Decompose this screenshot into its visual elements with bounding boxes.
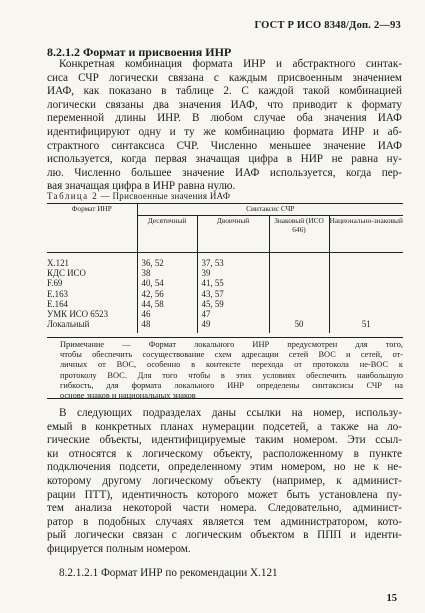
cell-sign [269, 299, 329, 309]
paragraph-line: переменной длины ИНР. В любом случае оба значения ИАФ [47, 112, 402, 125]
paragraph-line: вая значащая цифра в ИНР равна нулю. [47, 180, 236, 193]
paragraph-line: гические объекты, идентифицируемые таким номером. Эти ссыл- [47, 434, 402, 447]
cell-national [329, 309, 403, 319]
table-header-decimal: Десятичный [137, 216, 197, 253]
cell-sign: 50 [269, 319, 329, 329]
cell-decimal: 36, 52 [137, 258, 197, 268]
cell-format: X.121 [47, 258, 69, 268]
paragraph-line: которому другому логическому объекту (например, к админист- [47, 474, 402, 487]
table-row [47, 258, 403, 268]
cell-national [329, 268, 403, 278]
table-row [47, 299, 403, 309]
paragraph-line: тем анализа некоторой части номера. Следовательно, админист- [47, 502, 402, 515]
paragraph-line: ратор в подобных случаях является тем администратором, кото- [47, 515, 402, 528]
cell-format: E.164 [47, 298, 68, 309]
cell-binary: 37, 53 [197, 258, 269, 268]
note-line: протоколу ВОС. Для того чтобы в этих условиях обеспечить наибольшую [60, 370, 403, 380]
cell-national [329, 278, 403, 288]
cell-national [329, 299, 403, 309]
cell-binary: 43, 57 [197, 289, 269, 299]
note-line: гибкость, для формата локального ИНР определены синтаксисы СЧР на [60, 380, 403, 390]
cell-decimal: 42, 56 [137, 289, 197, 299]
cell-decimal: 38 [137, 268, 197, 278]
cell-national: 51 [329, 319, 403, 329]
cell-format: Локальный [47, 319, 90, 330]
table-header-format: Формат ИНР [47, 204, 137, 253]
cell-format: КДС ИСО [47, 268, 86, 279]
table-row [47, 289, 403, 299]
page-number: 15 [386, 593, 397, 604]
note-line: основе знаков и национальных знаков [60, 391, 196, 401]
paragraph-2 [47, 407, 402, 557]
cell-binary: 47 [197, 309, 269, 319]
note-line: чтобы обеспечить сосуществование схем адресации сетей ВОС и сетей, от- [60, 350, 403, 360]
table-row [47, 309, 403, 319]
note-line: личных от ВОС, особенно в контексте перехода от протокола не-ВОС к [60, 360, 403, 370]
table-header-group: Синтаксис СЧР [137, 204, 403, 216]
cell-sign [269, 258, 329, 268]
cell-national [329, 258, 403, 268]
table-caption-label: Таблица 2 [47, 191, 99, 201]
note-rule-top [47, 337, 403, 338]
cell-decimal: 48 [137, 319, 197, 329]
table-header-national: Национально-знаковый [329, 216, 403, 253]
table-row [47, 268, 403, 278]
paragraph-line: фицируется полным номером. [47, 542, 191, 555]
iaf-values-table [47, 203, 403, 333]
cell-sign [269, 309, 329, 319]
table-header-sign: Знаковый (ИСО 646) [269, 216, 329, 253]
paragraph-line: В следующих подразделах даны ссылки на номер, использу- [59, 407, 402, 419]
cell-sign [269, 268, 329, 278]
paragraph-line: рации ПТТ), идентичность которого может быть установлена пу- [47, 488, 402, 501]
cell-binary: 49 [197, 319, 269, 329]
cell-decimal: 40, 54 [137, 278, 197, 288]
paragraph-line: идентифицируют одну и ту же комбинацию формата ИНР и аб- [47, 125, 402, 138]
paragraph-line: используется, когда первая значащая цифра в НИР не равна ну- [47, 153, 402, 166]
paragraph-line: лю. Численно большее значение ИАФ используется, когда пер- [47, 166, 402, 179]
page-header: ГОСТ Р ИСО 8348/Доп. 2—93 [254, 20, 401, 31]
table-caption [47, 191, 230, 201]
paragraph-line: емый в конкретных планах нумерации подсетей, а также на ло- [47, 420, 402, 433]
paragraph-line: страктного синтаксиса СЧР. Численно меньшее значение ИАФ [47, 139, 402, 152]
cell-decimal: 44, 58 [137, 299, 197, 309]
cell-sign [269, 289, 329, 299]
paragraph-1 [47, 58, 402, 194]
note-rule-bottom [47, 398, 403, 399]
cell-format: E.163 [47, 288, 68, 299]
table-row [47, 319, 403, 329]
cell-national [329, 289, 403, 299]
cell-binary: 41, 55 [197, 278, 269, 288]
paragraph-line: рый логически связан с логическим объектом в ППП и иденти- [47, 529, 402, 542]
table-row [47, 278, 403, 288]
paragraph-line: подключения подсети, определенному этим номером, но не к не- [47, 461, 402, 474]
cell-binary: 39 [197, 268, 269, 278]
paragraph-line: Конкретная комбинация формата ИНР и абстрактного синтак- [59, 58, 402, 70]
paragraph-line: ИАФ, как показано в таблице 2. С каждой такой комбинацией [47, 85, 402, 98]
cell-binary: 45, 59 [197, 299, 269, 309]
cell-sign [269, 278, 329, 288]
cell-decimal: 46 [137, 309, 197, 319]
cell-format: УМК ИСО 6523 [47, 309, 109, 320]
paragraph-line: логически связаны два значения ИАФ, что приводит к формату [47, 98, 402, 111]
table-note [60, 340, 403, 401]
paragraph-line: сиса СЧР логически связана с каждым присвоенным значением [47, 71, 402, 84]
table-header-binary: Двоичный [197, 216, 269, 253]
note-line: Примечание — Формат локального ИНР предусмотрен для того, [60, 340, 403, 349]
table-caption-title: — Присвоенные значения ИАФ [98, 191, 231, 201]
paragraph-line: ки относятся к логическому объекту, расположенному в пункте [47, 447, 402, 460]
cell-format: F.69 [47, 278, 63, 289]
section-heading: 8.2.1.2 Формат и присвоения ИНР [47, 45, 232, 59]
subsection-heading: 8.2.1.2.1 Формат ИНР по рекомендации X.121 [59, 567, 278, 579]
